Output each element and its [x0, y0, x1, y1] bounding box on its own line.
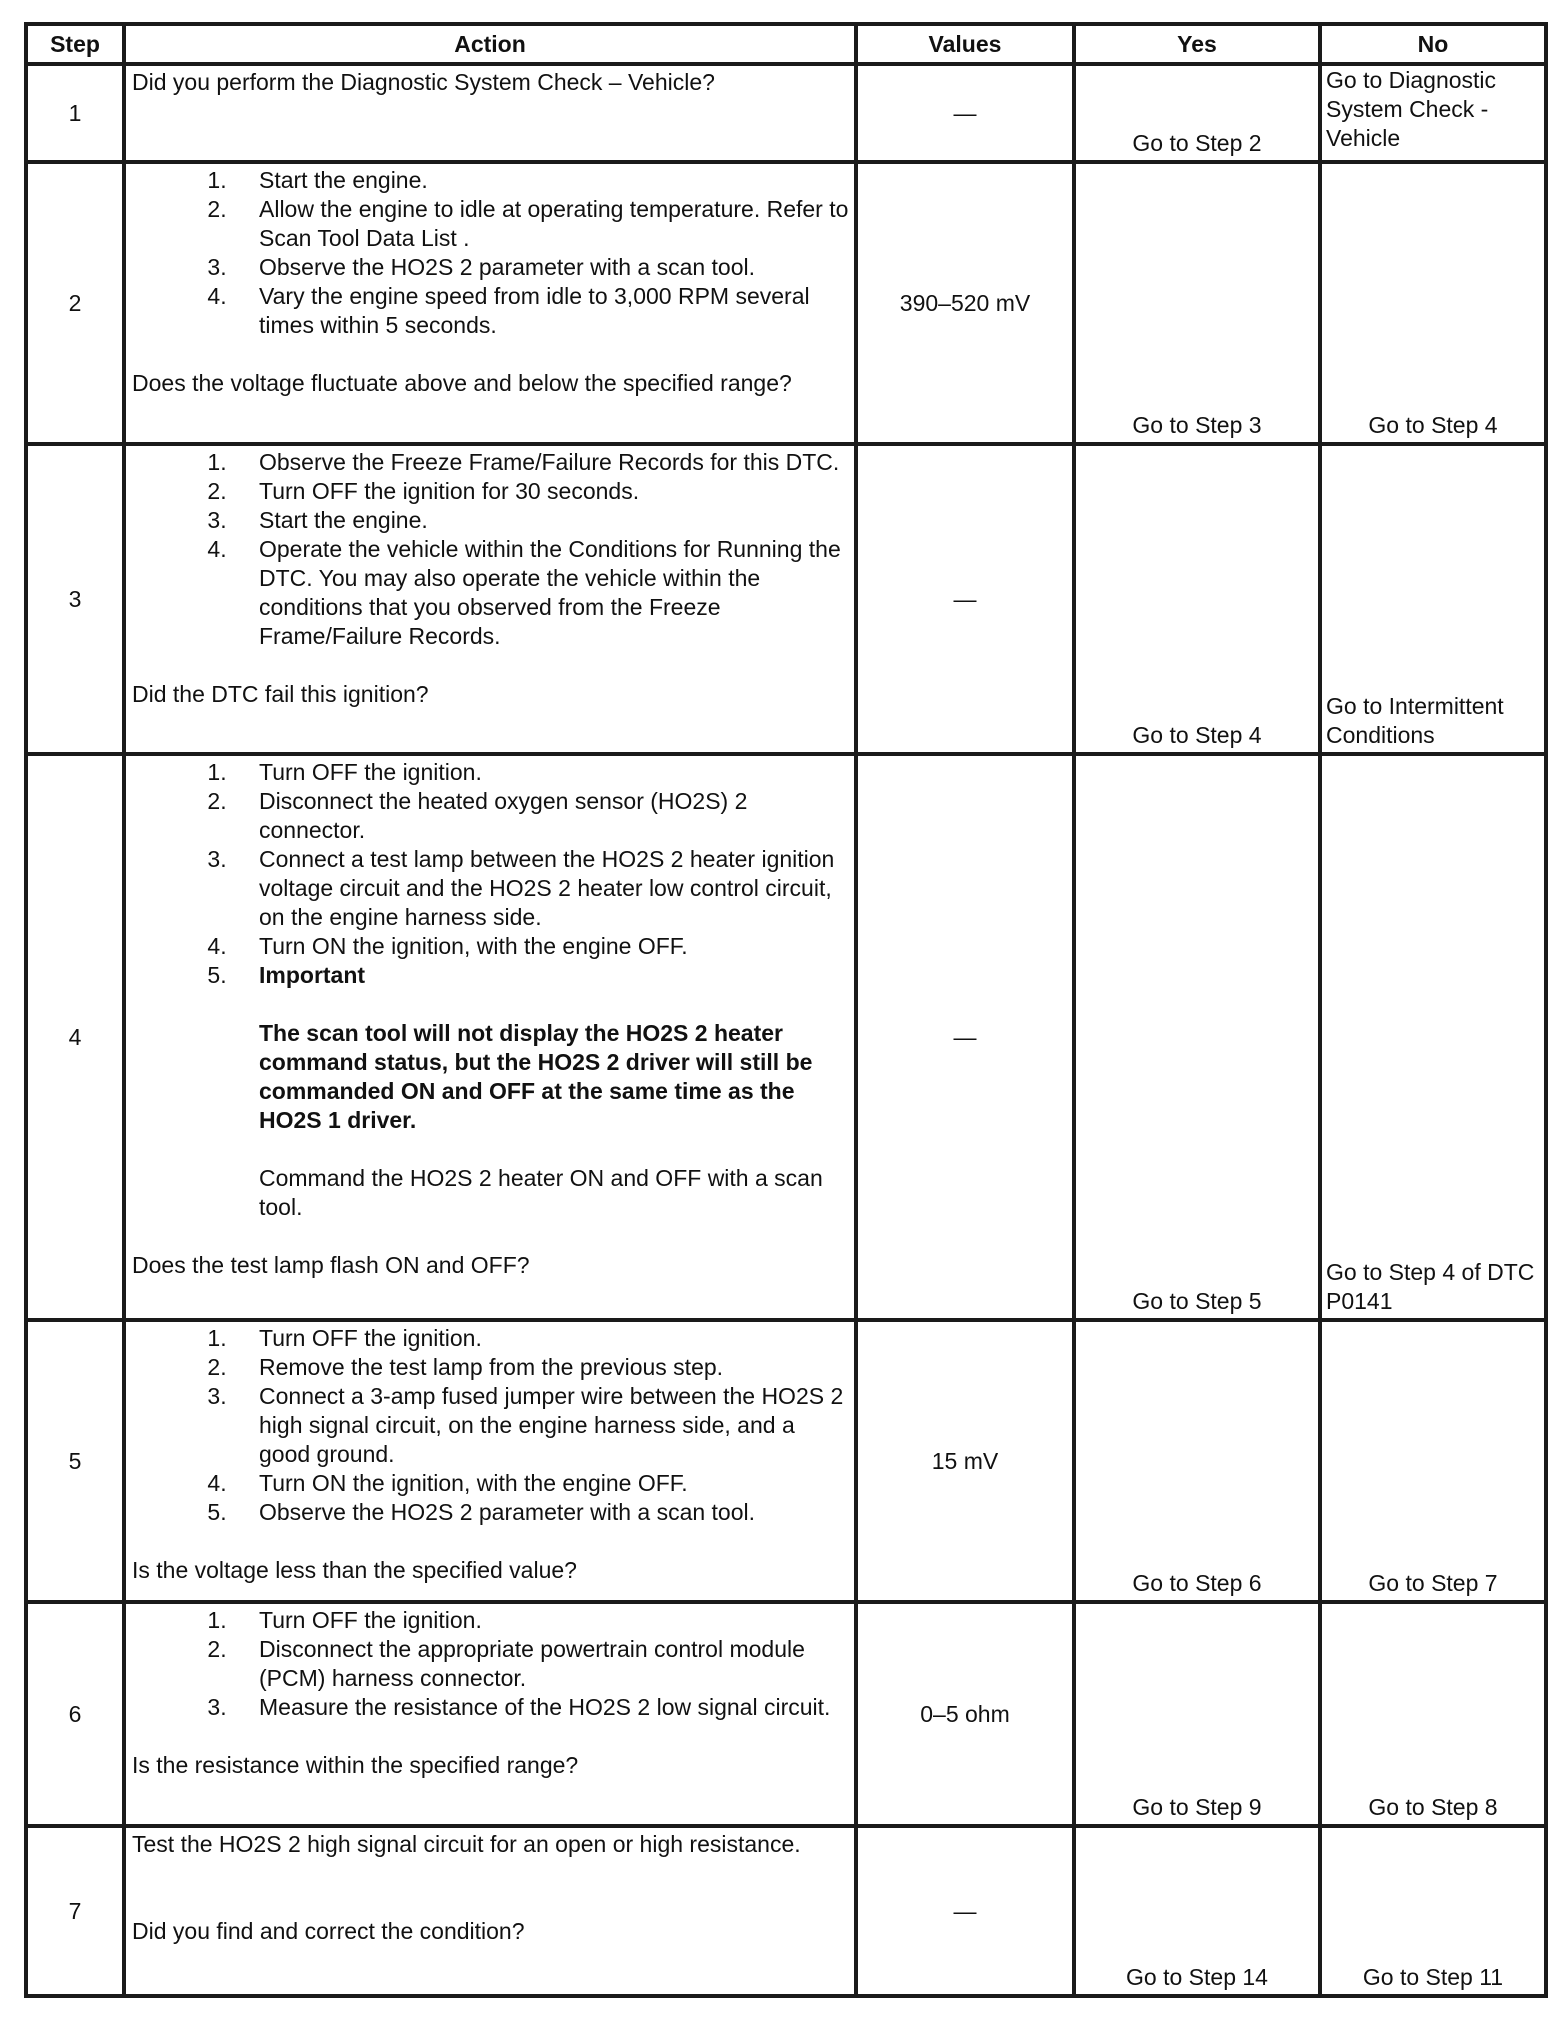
- action-question: Did the DTC fail this ignition?: [132, 681, 429, 707]
- header-values: Values: [856, 24, 1074, 64]
- table-header-row: [26, 24, 1546, 64]
- table-row-step-5: [26, 1320, 1546, 1602]
- table-row-step-6: [26, 1602, 1546, 1826]
- step-number: 3: [26, 444, 124, 754]
- step-number: 1: [26, 64, 124, 162]
- procedure-list: [132, 1606, 850, 1722]
- value-cell: 390–520 mV: [856, 162, 1074, 444]
- no-link[interactable]: Go to Step 11: [1320, 1826, 1546, 1996]
- action-question: Did you perform the Diagnostic System Check – Vehicle?: [132, 69, 715, 95]
- important-title: 5. Important: [259, 962, 366, 988]
- action-cell: [124, 1320, 856, 1602]
- value-cell: —: [856, 64, 1074, 162]
- list-item: 1. Turn OFF the ignition.: [233, 1606, 850, 1635]
- list-item: 2. Turn OFF the ignition for 30 seconds.: [233, 477, 850, 506]
- important-instruction: Command the HO2S 2 heater ON and OFF with a scan tool.: [259, 1165, 823, 1220]
- list-item: 3. Measure the resistance of the HO2S 2 low signal circuit.: [233, 1693, 850, 1722]
- no-link[interactable]: Go to Intermittent Conditions: [1320, 444, 1546, 754]
- table-row-step-7: [26, 1826, 1546, 1996]
- header-step: Step: [26, 24, 124, 64]
- step-number: 4: [26, 754, 124, 1320]
- list-item: 1. Turn OFF the ignition.: [233, 1324, 850, 1353]
- list-item: 3. Observe the HO2S 2 parameter with a scan tool.: [233, 253, 850, 282]
- action-cell: [124, 162, 856, 444]
- action-question: Is the voltage less than the specified value?: [132, 1557, 577, 1583]
- action-cell: [124, 64, 856, 162]
- step-number: 6: [26, 1602, 124, 1826]
- no-link[interactable]: Go to Step 8: [1320, 1602, 1546, 1826]
- no-link[interactable]: Go to Step 4: [1320, 162, 1546, 444]
- important-note: The scan tool will not display the HO2S 2 heater command status, but the HO2S 2 driver will still be commanded ON and OFF at the same time as the HO2S 1 driver.: [259, 1020, 813, 1133]
- header-yes: Yes: [1074, 24, 1320, 64]
- list-item: 5. Observe the HO2S 2 parameter with a scan tool.: [233, 1498, 850, 1527]
- list-item: 3. Connect a 3-amp fused jumper wire between the HO2S 2 high signal circuit, on the engine harness side, and a good ground.: [233, 1382, 850, 1469]
- yes-link[interactable]: Go to Step 14: [1074, 1826, 1320, 1996]
- list-item: 1. Observe the Freeze Frame/Failure Records for this DTC.: [233, 448, 850, 477]
- procedure-list: [132, 166, 850, 340]
- diagnostic-table: [24, 22, 1548, 1998]
- list-item: 2. Allow the engine to idle at operating temperature. Refer to Scan Tool Data List .: [233, 195, 850, 253]
- action-question: Did you find and correct the condition?: [132, 1918, 525, 1944]
- step-number: 5: [26, 1320, 124, 1602]
- table-row-step-2: [26, 162, 1546, 444]
- yes-link[interactable]: Go to Step 5: [1074, 754, 1320, 1320]
- table-row-step-1: [26, 64, 1546, 162]
- action-cell: [124, 754, 856, 1320]
- header-action: Action: [124, 24, 856, 64]
- step-number: 2: [26, 162, 124, 444]
- list-item: 4. Vary the engine speed from idle to 3,000 RPM several times within 5 seconds.: [233, 282, 850, 340]
- list-item: 2. Disconnect the appropriate powertrain control module (PCM) harness connector.: [233, 1635, 850, 1693]
- yes-link[interactable]: Go to Step 2: [1074, 64, 1320, 162]
- yes-link[interactable]: Go to Step 9: [1074, 1602, 1320, 1826]
- list-item: 3. Connect a test lamp between the HO2S 2 heater ignition voltage circuit and the HO2S 2 heater low control circuit, on the engine harness side.: [233, 845, 850, 932]
- value-cell: —: [856, 444, 1074, 754]
- action-cell: [124, 1602, 856, 1826]
- procedure-list: [132, 1324, 850, 1527]
- list-item: 4. Turn ON the ignition, with the engine OFF.: [233, 1469, 850, 1498]
- no-link[interactable]: Go to Step 4 of DTC P0141: [1320, 754, 1546, 1320]
- no-link[interactable]: Go to Diagnostic System Check - Vehicle: [1320, 64, 1546, 162]
- yes-link[interactable]: Go to Step 6: [1074, 1320, 1320, 1602]
- table-row-step-3: [26, 444, 1546, 754]
- list-item: 1. Turn OFF the ignition.: [233, 758, 850, 787]
- action-question: Does the voltage fluctuate above and below the specified range?: [132, 370, 792, 396]
- action-question: Is the resistance within the specified range?: [132, 1752, 579, 1778]
- list-item: 3. Start the engine.: [233, 506, 850, 535]
- value-cell: —: [856, 754, 1074, 1320]
- step-number: 7: [26, 1826, 124, 1996]
- yes-link[interactable]: Go to Step 3: [1074, 162, 1320, 444]
- action-cell: [124, 1826, 856, 1996]
- yes-link[interactable]: Go to Step 4: [1074, 444, 1320, 754]
- action-cell: [124, 444, 856, 754]
- action-question: Does the test lamp flash ON and OFF?: [132, 1252, 530, 1278]
- list-item: 4. Turn ON the ignition, with the engine OFF.: [233, 932, 850, 961]
- value-cell: 0–5 ohm: [856, 1602, 1074, 1826]
- action-instruction: Test the HO2S 2 high signal circuit for an open or high resistance.: [132, 1831, 801, 1857]
- table-row-step-4: [26, 754, 1546, 1320]
- procedure-list: [132, 448, 850, 651]
- list-item: 1. Start the engine.: [233, 166, 850, 195]
- procedure-list: [132, 758, 850, 1222]
- header-no: No: [1320, 24, 1546, 64]
- value-cell: —: [856, 1826, 1074, 1996]
- list-item: 4. Operate the vehicle within the Conditions for Running the DTC. You may also operate the vehicle within the conditions that you observed from the Freeze Frame/Failure Records.: [233, 535, 850, 651]
- list-item: 2. Disconnect the heated oxygen sensor (HO2S) 2 connector.: [233, 787, 850, 845]
- list-item: 2. Remove the test lamp from the previous step.: [233, 1353, 850, 1382]
- value-cell: 15 mV: [856, 1320, 1074, 1602]
- no-link[interactable]: Go to Step 7: [1320, 1320, 1546, 1602]
- list-item-important: [233, 961, 850, 1222]
